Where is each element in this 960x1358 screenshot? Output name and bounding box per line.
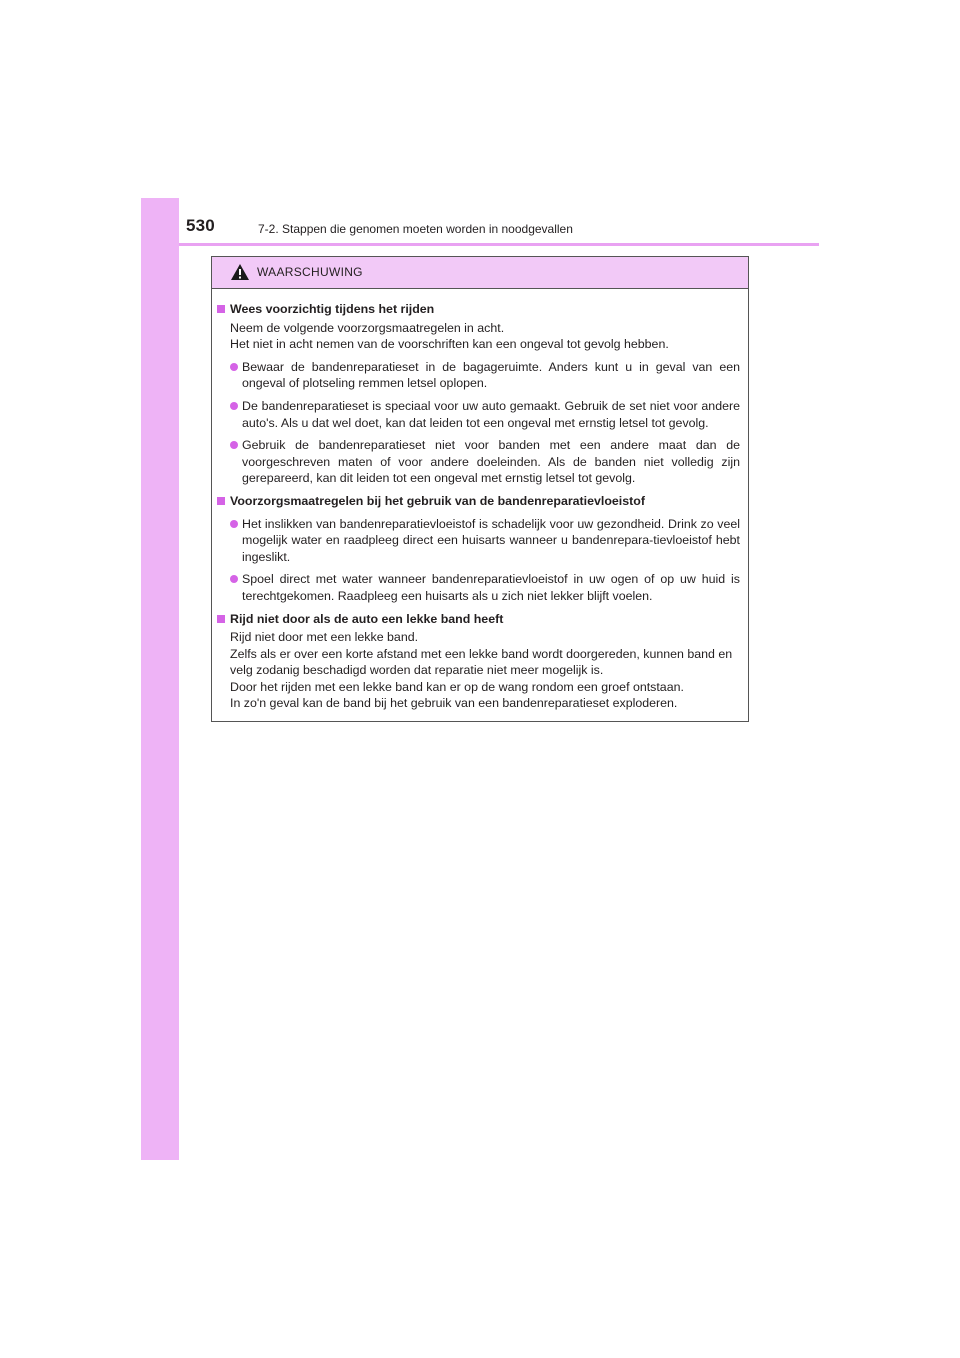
list-item xyxy=(217,437,740,487)
section-text xyxy=(217,629,740,712)
page-number: 530 xyxy=(186,216,215,235)
header-rule xyxy=(179,243,819,246)
chapter-side-band xyxy=(141,198,179,1160)
section-heading xyxy=(217,301,740,318)
text-line: Zelfs als er over een korte afstand met een lekke band wordt doorgereden, kunnen band en velg zodanig beschadigd worden dat reparatie niet meer mogelijk is. xyxy=(230,646,733,678)
section-heading xyxy=(217,493,740,510)
section-text xyxy=(217,320,740,353)
circle-bullet-icon xyxy=(230,402,238,410)
list-item-text: De bandenreparatieset is speciaal voor uw auto gemaakt. Gebruik de set niet voor andere auto's. Als u dat wel doet, kan dat leiden tot een ongeval met ernstig letsel tot gevolg. xyxy=(242,398,740,430)
square-bullet-icon xyxy=(217,497,225,505)
circle-bullet-icon xyxy=(230,520,238,528)
warning-box xyxy=(211,256,749,722)
text-line: Het niet in acht nemen van de voorschriften kan een ongeval tot gevolg hebben. xyxy=(230,337,669,352)
list-item-text: Spoel direct met water wanneer bandenreparatievloeistof in uw ogen of op uw huid is terechtgekomen. Raadpleeg een huisarts als u zich niet lekker blijft voelen. xyxy=(242,572,740,603)
section-driving-caution xyxy=(217,301,740,487)
list-item xyxy=(217,516,740,566)
square-bullet-icon xyxy=(217,305,225,313)
section-flat-tire xyxy=(217,611,740,713)
text-line: Neem de volgende voorzorgsmaatregelen in acht. xyxy=(230,320,505,335)
circle-bullet-icon xyxy=(230,575,238,583)
warning-title: WAARSCHUWING xyxy=(257,265,363,279)
list-item xyxy=(217,571,740,604)
square-bullet-icon xyxy=(217,615,225,623)
text-line: Door het rijden met een lekke band kan er op de wang rondom een groef ontstaan. xyxy=(230,679,684,694)
list-item xyxy=(217,359,740,392)
list-item-text: Het inslikken van bandenreparatievloeistof is schadelijk voor uw gezondheid. Drink zo veel mogelijk water en raadpleeg direct een huisarts wanneer u bandenrepara-tievloeistof hebt ingeslikt. xyxy=(242,516,740,564)
circle-bullet-icon xyxy=(230,363,238,371)
chapter-title: 7-2. Stappen die genomen moeten worden in noodgevallen xyxy=(258,222,573,236)
section-heading xyxy=(217,611,740,628)
list-item-text: Bewaar de bandenreparatieset in de bagageruimte. Anders kunt u in geval van een ongeval of plotseling remmen letsel oplopen. xyxy=(242,359,740,391)
list-item-text: Gebruik de bandenreparatieset niet voor banden met een andere maat dan de voorgeschreven maten of voor andere doeleinden. Als de banden niet volledig zijn gerepareerd, kan dit leiden tot een ongeval met ernstig letsel tot gevolg. xyxy=(242,438,740,486)
section-heading-text: Voorzorgsmaatregelen bij het gebruik van de bandenreparatievloeistof xyxy=(230,493,645,508)
section-heading-text: Wees voorzichtig tijdens het rijden xyxy=(230,302,435,316)
circle-bullet-icon xyxy=(230,441,238,449)
text-line: In zo'n geval kan de band bij het gebruik van een bandenreparatieset exploderen. xyxy=(230,696,678,711)
warning-body xyxy=(212,289,748,712)
text-line: Rijd niet door met een lekke band. xyxy=(230,630,419,645)
list-item xyxy=(217,398,740,431)
warning-triangle-icon xyxy=(230,263,250,281)
warning-header xyxy=(212,257,748,289)
section-repair-fluid-precautions xyxy=(217,493,740,605)
section-heading-text: Rijd niet door als de auto een lekke band heeft xyxy=(230,611,504,626)
